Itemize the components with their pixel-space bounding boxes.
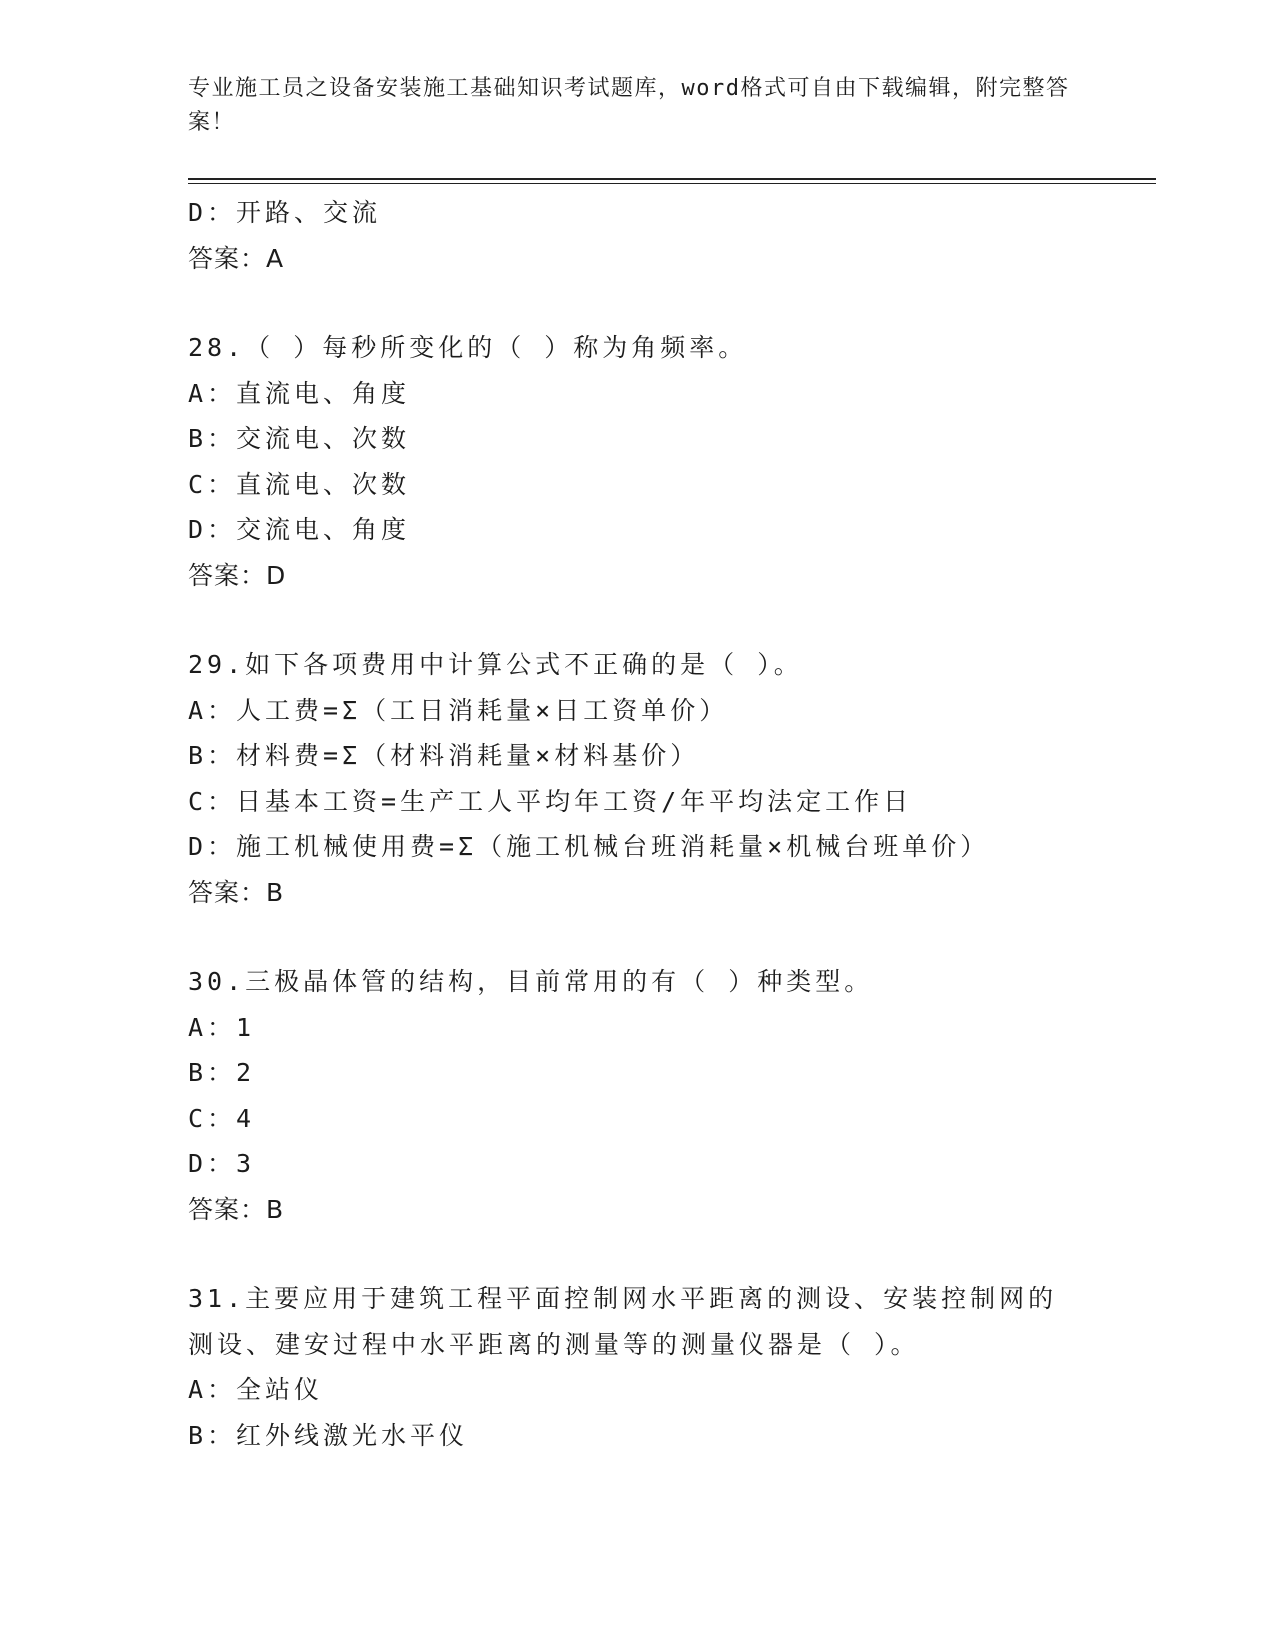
answer: 答案：B — [188, 1194, 285, 1224]
question-stem: 30.三极晶体管的结构，目前常用的有（ ）种类型。 — [188, 967, 874, 996]
page-header: 专业施工员之设备安装施工基础知识考试题库，word格式可自由下载编辑，附完整答案！ — [188, 76, 1070, 135]
option-b: B：2 — [188, 1058, 256, 1087]
spacer — [188, 598, 1088, 642]
prev-option-d: D：开路、交流 — [188, 198, 382, 227]
spacer — [188, 281, 1088, 325]
spacer — [188, 915, 1088, 959]
spacer — [188, 1232, 1088, 1276]
header-divider-thin — [188, 183, 1156, 184]
answer: 答案：B — [188, 877, 285, 907]
option-c: C：4 — [188, 1103, 256, 1133]
option-d: D：施工机械使用费=Σ（施工机械台班消耗量×机械台班单价） — [188, 832, 990, 861]
option-a: A：1 — [188, 1012, 256, 1042]
header-divider — [188, 178, 1156, 180]
option-b: B：红外线激光水平仪 — [188, 1420, 469, 1450]
option-a: A：人工费=Σ（工日消耗量×日工资单价） — [188, 695, 729, 725]
question-list — [188, 190, 1088, 1458]
question-stem: 28.（ ）每秒所变化的（ ）称为角频率。 — [188, 333, 748, 362]
option-a: A：直流电、角度 — [188, 378, 411, 408]
question-29 — [188, 642, 1088, 915]
option-c: C：日基本工资=生产工人平均年工资/年平均法定工作日 — [188, 786, 913, 816]
question-stem: 31.主要应用于建筑工程平面控制网水平距离的测设、安装控制网的测设、建安过程中水平距离的测量等的测量仪器是（ ）。 — [188, 1284, 1058, 1359]
option-c: C：直流电、次数 — [188, 469, 411, 499]
prev-answer: 答案：A — [188, 243, 285, 273]
question-stem: 29.如下各项费用中计算公式不正确的是（ ）。 — [188, 650, 803, 679]
option-d: D：3 — [188, 1149, 256, 1178]
answer: 答案：D — [188, 560, 287, 590]
question-30 — [188, 959, 1088, 1232]
option-d: D：交流电、角度 — [188, 515, 411, 544]
question-31 — [188, 1276, 1088, 1458]
question-28 — [188, 325, 1088, 598]
option-b: B：材料费=Σ（材料消耗量×材料基价） — [188, 741, 700, 770]
option-b: B：交流电、次数 — [188, 424, 411, 453]
option-a: A：全站仪 — [188, 1375, 324, 1404]
